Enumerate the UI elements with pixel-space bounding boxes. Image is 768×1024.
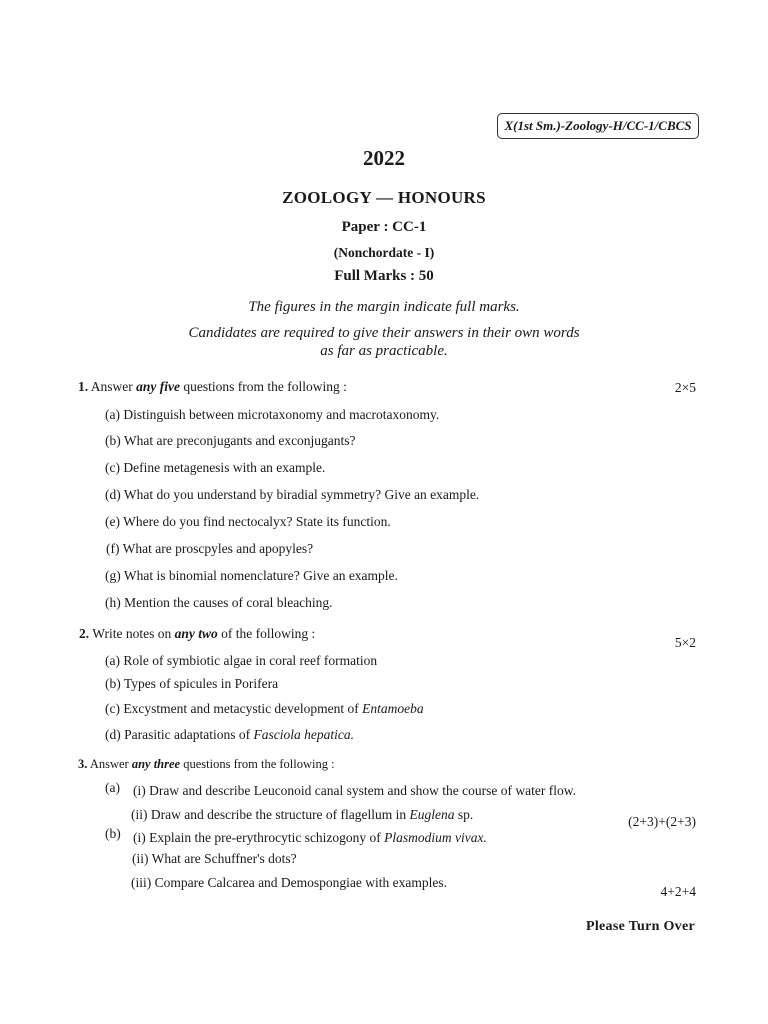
question-3b-ii: (ii) What are Schuffner's dots?: [132, 851, 297, 866]
paper-code-box: [497, 113, 699, 139]
paper-code: X(1st Sm.)-Zoology-H/CC-1/CBCS: [504, 118, 692, 133]
question-number: 3.: [78, 757, 88, 771]
question-3a-label: (a): [105, 780, 120, 795]
question-3a-i: (i) Draw and describe Leuconoid canal system and show the course of water flow.: [133, 783, 576, 798]
question-1e: (e) Where do you find nectocalyx? State its function.: [105, 514, 391, 529]
please-turn-over: Please Turn Over: [585, 919, 695, 934]
question-3a-marks: (2+3)+(2+3): [628, 814, 696, 829]
instruction-practicable: as far as practicable.: [320, 343, 448, 359]
subject-title: ZOOLOGY — HONOURS: [282, 188, 486, 207]
question-2c: (c) Excystment and metacystic development of Entamoeba: [105, 701, 424, 716]
paper-subtitle: (Nonchordate - I): [333, 245, 435, 260]
question-3b-iii: (iii) Compare Calcarea and Demospongiae with examples.: [131, 875, 448, 890]
question-number: 2.: [79, 626, 90, 641]
question-1-heading: 1. Answer any five questions from the following :: [78, 379, 347, 394]
question-1f: (f) What are proscpyles and apopyles?: [106, 541, 314, 556]
question-1c: (c) Define metagenesis with an example.: [105, 460, 326, 475]
question-1g: (g) What is binomial nomenclature? Give an example.: [105, 568, 398, 583]
instruction-marks: The figures in the margin indicate full marks.: [248, 299, 520, 315]
question-2-marks: 5×2: [674, 635, 696, 650]
question-1d: (d) What do you understand by biradial symmetry? Give an example.: [105, 487, 480, 502]
question-2a: (a) Role of symbiotic algae in coral reef formation: [105, 653, 378, 668]
question-3b-marks: 4+2+4: [660, 884, 696, 899]
instruction-own-words: Candidates are required to give their answers in their own words: [188, 325, 580, 341]
question-1a: (a) Distinguish between microtaxonomy and macrotaxonomy.: [105, 407, 440, 422]
question-3-heading: 3. Answer any three questions from the following :: [78, 757, 335, 771]
question-3b-i: (i) Explain the pre-erythrocytic schizogony of Plasmodium vivax.: [133, 830, 487, 845]
question-2-heading: 2. Write notes on any two of the following :: [79, 626, 316, 641]
question-1-marks: 2×5: [674, 380, 696, 395]
question-2d: (d) Parasitic adaptations of Fasciola hepatica.: [105, 727, 354, 742]
question-3a-ii: (ii) Draw and describe the structure of flagellum in Euglena sp.: [131, 807, 474, 822]
full-marks: Full Marks : 50: [334, 268, 434, 284]
question-number: 1.: [78, 379, 89, 394]
paper-label: Paper : CC-1: [341, 219, 427, 235]
exam-year: 2022: [363, 146, 405, 170]
question-3b-label: (b): [105, 826, 121, 841]
question-1h: (h) Mention the causes of coral bleaching.: [105, 595, 333, 610]
question-2b: (b) Types of spicules in Porifera: [105, 676, 279, 691]
question-1b: (b) What are preconjugants and exconjugants?: [105, 433, 356, 448]
